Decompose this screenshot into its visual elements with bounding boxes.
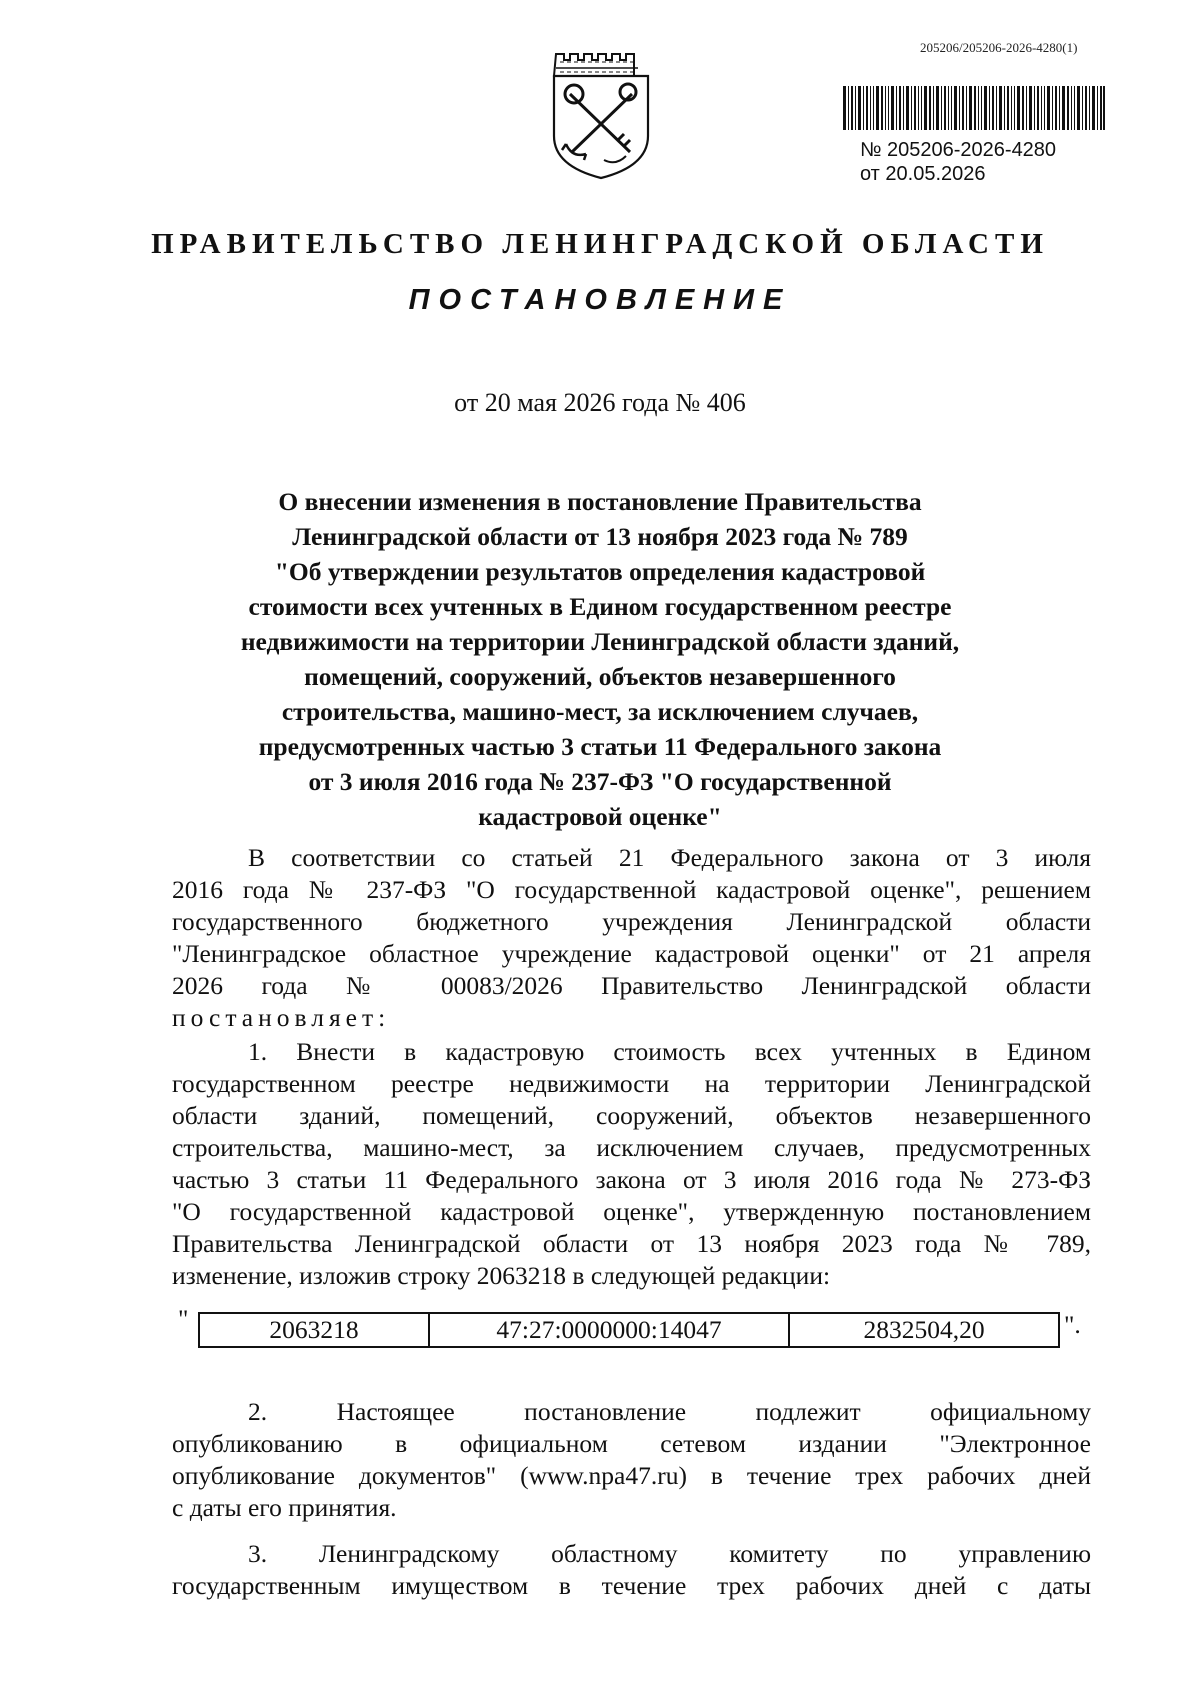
item-1-line: строительства, машино-мест, за исключением случаев, предусмотренных	[172, 1133, 1091, 1162]
item-3-line: государственным имуществом в течение трех рабочих дней с даты	[172, 1571, 1091, 1600]
subject-line: строительства, машино-мест, за исключением случаев,	[281, 697, 919, 726]
subject-line: кадастровой оценке"	[478, 802, 722, 831]
preamble-line: 2016 года № 237-ФЗ "О государственной кадастровой оценке", решением	[172, 875, 1091, 904]
registration-date: от 20.05.2026	[860, 163, 986, 185]
amendment-row	[172, 1304, 1092, 1352]
coat-of-arms-emblem	[546, 48, 656, 180]
preamble-line: "Ленинградское областное учреждение кадастровой оценки" от 21 апреля	[172, 939, 1091, 968]
preamble-line: 2026 года № 00083/2026 Правительство Ленинградской области	[172, 971, 1091, 1000]
item-2-line: с даты его принятия.	[172, 1493, 397, 1522]
table-cell-row-number: 2063218	[199, 1313, 429, 1347]
table-cell-cadastral-value: 2832504,20	[789, 1313, 1059, 1347]
table-cell-cadastral-number: 47:27:0000000:14047	[429, 1313, 789, 1347]
preamble-line: постановляет:	[172, 1003, 391, 1032]
item-1-line: государственном реестре недвижимости на территории Ленинградской	[172, 1069, 1091, 1098]
preamble-line: В соответствии со статьей 21 Федерального закона от 3 июля	[248, 843, 1091, 872]
item-1-line: Правительства Ленинградской области от 13 ноября 2023 года № 789,	[172, 1229, 1091, 1258]
item-2-line: 2. Настоящее постановление подлежит официальному	[248, 1397, 1091, 1426]
subject-line: недвижимости на территории Ленинградской области зданий,	[240, 627, 960, 656]
item-1-line: "О государственной кадастровой оценке", утвержденную постановлением	[172, 1197, 1091, 1226]
amendment-table	[198, 1312, 1060, 1348]
subject-line: помещений, сооружений, объектов незавершенного	[304, 662, 896, 691]
document-subject	[200, 484, 1000, 834]
subject-line: предусмотренных частью 3 статьи 11 Федерального закона	[258, 732, 942, 761]
preamble-line: государственного бюджетного учреждения Ленинградской области	[172, 907, 1091, 936]
document-date-number: от 20 мая 2026 года № 406	[454, 388, 746, 417]
item-1-line: частью 3 статьи 11 Федерального закона от 3 июля 2016 года № 273-ФЗ	[172, 1165, 1091, 1194]
amendment-open-quote: "	[178, 1304, 189, 1333]
preamble-paragraph	[172, 842, 1091, 1034]
item-3-line: 3. Ленинградскому областному комитету по управлению	[248, 1539, 1091, 1568]
subject-line: Ленинградской области от 13 ноября 2023 года № 789	[292, 522, 908, 551]
document-kind: ПОСТАНОВЛЕНИЕ	[408, 284, 792, 316]
table-row	[199, 1313, 1059, 1347]
subject-line: О внесении изменения в постановление Правительства	[278, 487, 922, 516]
item-2-line: опубликованию в официальном сетевом издании "Электронное	[172, 1429, 1091, 1458]
registration-block	[860, 138, 1056, 186]
amendment-close-quote: ".	[1064, 1310, 1081, 1339]
registration-number: № 205206-2026-4280	[860, 139, 1057, 161]
document-id: 205206/205206-2026-4280(1)	[920, 40, 1078, 55]
barcode	[843, 86, 1105, 130]
item-1-line: 1. Внести в кадастровую стоимость всех учтенных в Едином	[248, 1037, 1091, 1066]
organization-title: ПРАВИТЕЛЬСТВО ЛЕНИНГРАДСКОЙ ОБЛАСТИ	[151, 228, 1049, 260]
item-2-paragraph	[172, 1396, 1091, 1524]
subject-line: от 3 июля 2016 года № 237-ФЗ "О государственной	[308, 767, 892, 796]
item-3-paragraph	[172, 1538, 1091, 1602]
subject-line: "Об утверждении результатов определения кадастровой	[274, 557, 926, 586]
item-1-paragraph	[172, 1036, 1091, 1292]
item-2-line: опубликование документов" (www.npa47.ru) в течение трех рабочих дней	[172, 1461, 1091, 1490]
item-1-line: области зданий, помещений, сооружений, объектов незавершенного	[172, 1101, 1091, 1130]
item-1-line: изменение, изложив строку 2063218 в следующей редакции:	[172, 1261, 831, 1290]
subject-line: стоимости всех учтенных в Едином государственном реестре	[248, 592, 952, 621]
